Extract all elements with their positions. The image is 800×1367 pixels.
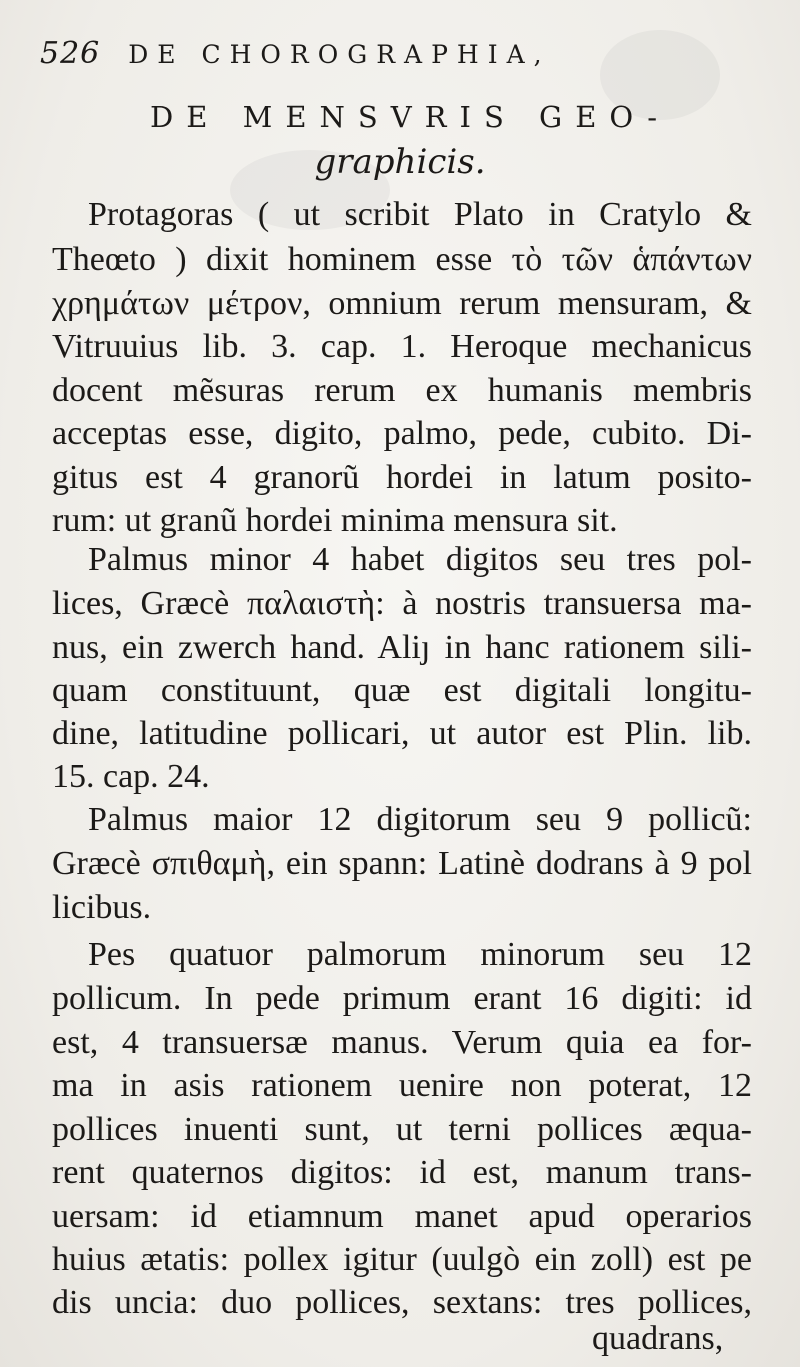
text-line: rent quaternos digitos: id est, manum trans-	[52, 1154, 752, 1191]
text-line: χρημάτων μέτρον, omnium rerum mensuram, &	[52, 285, 752, 322]
text-line: dine, latitudine pollicari, ut autor est Plin. lib.	[52, 715, 752, 752]
text-line: pollicum. In pede primum erant 16 digiti: id	[52, 980, 752, 1017]
text-line: huius ætatis: pollex igitur (uulgò ein zoll) est pe	[52, 1241, 752, 1278]
section-heading: DE MENSVRIS GEO-	[150, 100, 671, 134]
text-line: Theœto ) dixit hominem esse τὸ τῶν ἁπάντων	[52, 241, 752, 278]
catchword: quadrans,	[592, 1320, 724, 1357]
text-line: Pes quatuor palmorum minorum seu 12	[88, 936, 752, 973]
text-line: Palmus maior 12 digitorum seu 9 pollicũ:	[88, 801, 752, 838]
text-line: lices, Græcè παλαιστὴ: à nostris transuersa ma-	[52, 585, 752, 622]
text-line: 15. cap. 24.	[52, 758, 210, 795]
section-heading-continued: graphicis.	[314, 142, 486, 182]
text-line: pollices inuenti sunt, ut terni pollices æqua-	[52, 1111, 752, 1148]
running-head	[40, 36, 760, 86]
text-line: Vitruuius lib. 3. cap. 1. Heroque mechanicus	[52, 328, 752, 365]
text-line: Græcè σπιθαμὴ, ein spann: Latinè dodrans à 9 pol	[52, 845, 752, 882]
page-number: 526	[40, 36, 101, 71]
text-line: nus, ein zwerch hand. Aliȷ in hanc rationem sili-	[52, 629, 752, 666]
running-title: DE CHOROGRAPHIA,	[128, 40, 551, 69]
text-line: rum: ut granũ hordei minima mensura sit.	[52, 502, 618, 539]
text-line: acceptas esse, digito, palmo, pede, cubito. Di-	[52, 415, 752, 452]
text-line: licibus.	[52, 889, 152, 926]
text-line: dis uncia: duo pollices, sextans: tres pollices,	[52, 1284, 752, 1321]
text-line: est, 4 transuersæ manus. Verum quia ea for-	[52, 1024, 752, 1061]
text-line: Palmus minor 4 habet digitos seu tres pol-	[88, 541, 752, 578]
text-line: quam constituunt, quæ est digitali longitu-	[52, 672, 752, 709]
text-line: ma in asis rationem uenire non poterat, 12	[52, 1067, 752, 1104]
text-line: docent mẽsuras rerum ex humanis membris	[52, 372, 752, 409]
text-line: gitus est 4 granorũ hordei in latum posito-	[52, 459, 752, 496]
text-line: Protagoras ( ut scribit Plato in Cratylo &	[88, 196, 752, 233]
text-line: uersam: id etiamnum manet apud operarios	[52, 1198, 752, 1235]
